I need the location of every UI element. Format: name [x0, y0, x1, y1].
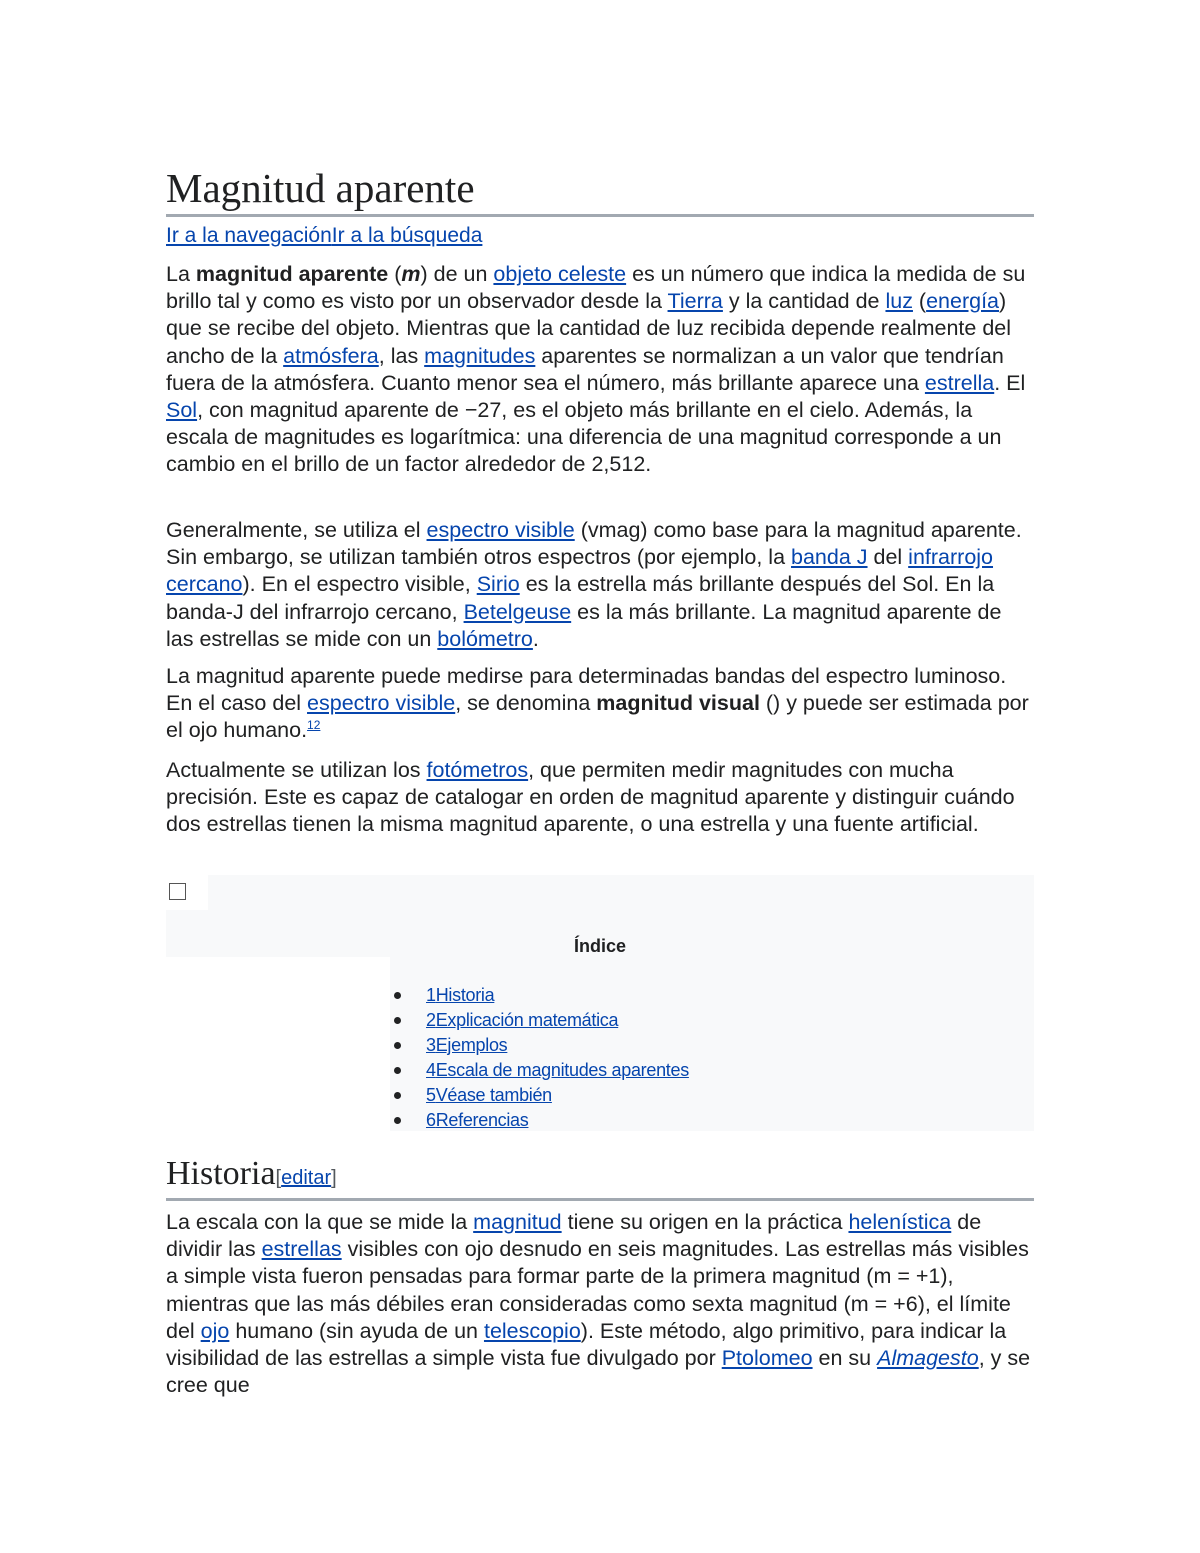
toc-item — [390, 983, 689, 1008]
inline-link[interactable]: Almagesto — [877, 1346, 979, 1371]
text-run: ) que se recibe del objeto. Mientras que la cantidad de luz recibida depende realmente del ancho de la — [166, 289, 1012, 368]
text-run: tiene su origen en la práctica — [561, 1210, 849, 1234]
inline-link[interactable]: energía — [926, 289, 1000, 314]
text-run: y la cantidad de — [722, 289, 886, 314]
inline-link[interactable]: fotómetros — [426, 758, 529, 782]
text-run: , con magnitud aparente de −27, es el objeto más brillante en el cielo. Además, la escala de magnitudes es logarítmica: una diferencia de una magnitud corresponde a un cambio en el brillo de un factor alrededor de 2,512. — [166, 398, 1002, 477]
text-run: La magnitud aparente puede medirse para determinadas bandas del espectro luminoso. En el caso del — [166, 664, 1007, 716]
text-run: , se denomina — [455, 691, 597, 716]
inline-link[interactable]: bolómetro — [437, 626, 533, 651]
toc-list — [390, 983, 689, 1133]
toc-item — [390, 1083, 689, 1108]
intro-paragraph — [166, 261, 1034, 479]
text-run: ( — [912, 289, 927, 314]
paragraph-historia — [166, 1209, 1034, 1399]
toc-toggle[interactable] — [166, 875, 208, 910]
text-run — [307, 718, 320, 732]
reference-link[interactable]: 12 — [307, 718, 321, 733]
inline-link[interactable]: luz — [885, 289, 913, 314]
inline-link[interactable]: estrella — [924, 370, 995, 395]
jump-links — [166, 222, 482, 249]
text-run: , las — [378, 343, 425, 368]
text-run: , y se cree que — [166, 1346, 1031, 1398]
text-run: . — [532, 626, 539, 651]
inline-link[interactable]: telescopio — [483, 1318, 581, 1343]
bold-term: magnitud aparente — [195, 262, 389, 286]
inline-link[interactable]: ojo — [200, 1318, 230, 1343]
text-run: (vmag) como base para la magnitud aparente. Sin embargo, se utilizan también otros espectros (por ejemplo, la — [166, 518, 1022, 570]
inline-link[interactable]: magnitud — [473, 1210, 562, 1234]
text-run: es un número que indica la medida de su brillo tal y como es visto por un observador desde la — [166, 262, 1026, 314]
text-run: es la más brillante. La magnitud aparente de las estrellas se mide con un — [166, 599, 1002, 651]
toc-item — [390, 1058, 689, 1083]
symbol: m — [401, 262, 421, 286]
text-run: del — [867, 545, 909, 570]
toc-item — [390, 1033, 689, 1058]
inline-link[interactable]: Tierra — [667, 289, 723, 314]
toc-link-historia[interactable]: 1Historia — [426, 985, 495, 1005]
toc-link-ejemplos[interactable]: 3Ejemplos — [426, 1035, 508, 1055]
text-run: . El — [994, 370, 1026, 395]
toc-link-referencias[interactable]: 6Referencias — [426, 1110, 529, 1130]
toc-item — [390, 1008, 689, 1033]
paragraph-photometers — [166, 757, 1034, 839]
text-run: humano (sin ayuda de un — [229, 1318, 484, 1343]
checkbox-icon[interactable] — [169, 883, 186, 900]
text-run: La escala con la que se mide la — [166, 1210, 474, 1234]
text-run: en su — [812, 1346, 878, 1371]
inline-link[interactable]: espectro visible — [307, 691, 456, 716]
jump-to-search-link[interactable]: Ir a la búsqueda — [331, 224, 483, 247]
toc-link-escala[interactable]: 4Escala de magnitudes aparentes — [426, 1060, 689, 1080]
section-title: Historia — [166, 1155, 276, 1192]
text-run: es la estrella más brillante después del Sol. En la banda-J del infrarrojo cercano, — [166, 572, 995, 624]
edit-section: [editar] — [275, 1167, 337, 1189]
text-run: () y puede ser estimada por el ojo humano. — [166, 691, 1029, 743]
inline-link[interactable]: Ptolomeo — [721, 1346, 813, 1371]
bold-term: magnitud visual — [596, 691, 760, 716]
inline-link[interactable]: Sol — [166, 398, 198, 423]
toc-link-explicacion[interactable]: 2Explicación matemática — [426, 1010, 619, 1030]
inline-link[interactable]: Sirio — [476, 572, 520, 597]
inline-link[interactable]: Betelgeuse — [463, 599, 572, 624]
text-run: ). En el espectro visible, — [242, 572, 477, 597]
text-run: Actualmente se utilizan los — [166, 758, 427, 782]
inline-link[interactable]: helenística — [848, 1210, 952, 1234]
text-run: aparentes se normalizan a un valor que tendrían fuera de la atmósfera. Cuanto menor sea el número, más brillante aparece una — [166, 343, 1004, 395]
paragraph-spectrum — [166, 517, 1034, 653]
text-run: Generalmente, se utiliza el — [166, 518, 427, 542]
edit-section-link[interactable]: editar — [281, 1167, 332, 1189]
text-run: visibles con ojo desnudo en seis magnitudes. Las estrellas más visibles a simple vista fueron pensadas para formar parte de la primera magnitud (m = +1), mientras que las más débiles eran consideradas como sexta magnitud (m = +6), el límite del — [166, 1237, 1029, 1343]
section-heading-historia — [166, 1154, 1034, 1201]
text-run: , que permiten medir magnitudes con mucha precisión. Este es capaz de catalogar en orden de magnitud aparente y distinguir cuándo dos estrellas tienen la misma magnitud aparente, o una estrella y una fuente artificial. — [166, 758, 1015, 837]
inline-link[interactable]: magnitudes — [424, 343, 536, 368]
toc-title: Índice — [573, 936, 626, 956]
text-run: La — [166, 262, 196, 286]
inline-link[interactable]: espectro visible — [426, 518, 575, 542]
text-run: ) de un — [420, 262, 494, 286]
inline-link[interactable]: atmósfera — [283, 343, 379, 368]
jump-to-navigation-link[interactable]: Ir a la navegación — [166, 224, 332, 247]
inline-link[interactable]: objeto celeste — [493, 262, 627, 286]
paragraph-visual-magnitude — [166, 663, 1034, 745]
toc-item — [390, 1108, 689, 1133]
text-run: ( — [388, 262, 402, 286]
toc-link-vease[interactable]: 5Véase también — [426, 1085, 552, 1105]
text-run: ). Este método, algo primitivo, para indicar la visibilidad de las estrellas a simple vista fue divulgado por — [166, 1318, 1007, 1371]
inline-link[interactable]: infrarrojo cercano — [166, 545, 994, 597]
inline-link[interactable]: banda J — [791, 545, 868, 570]
text-run: de dividir las — [166, 1210, 982, 1262]
page-title: Magnitud aparente — [166, 164, 1034, 217]
inline-link[interactable]: estrellas — [261, 1237, 342, 1262]
